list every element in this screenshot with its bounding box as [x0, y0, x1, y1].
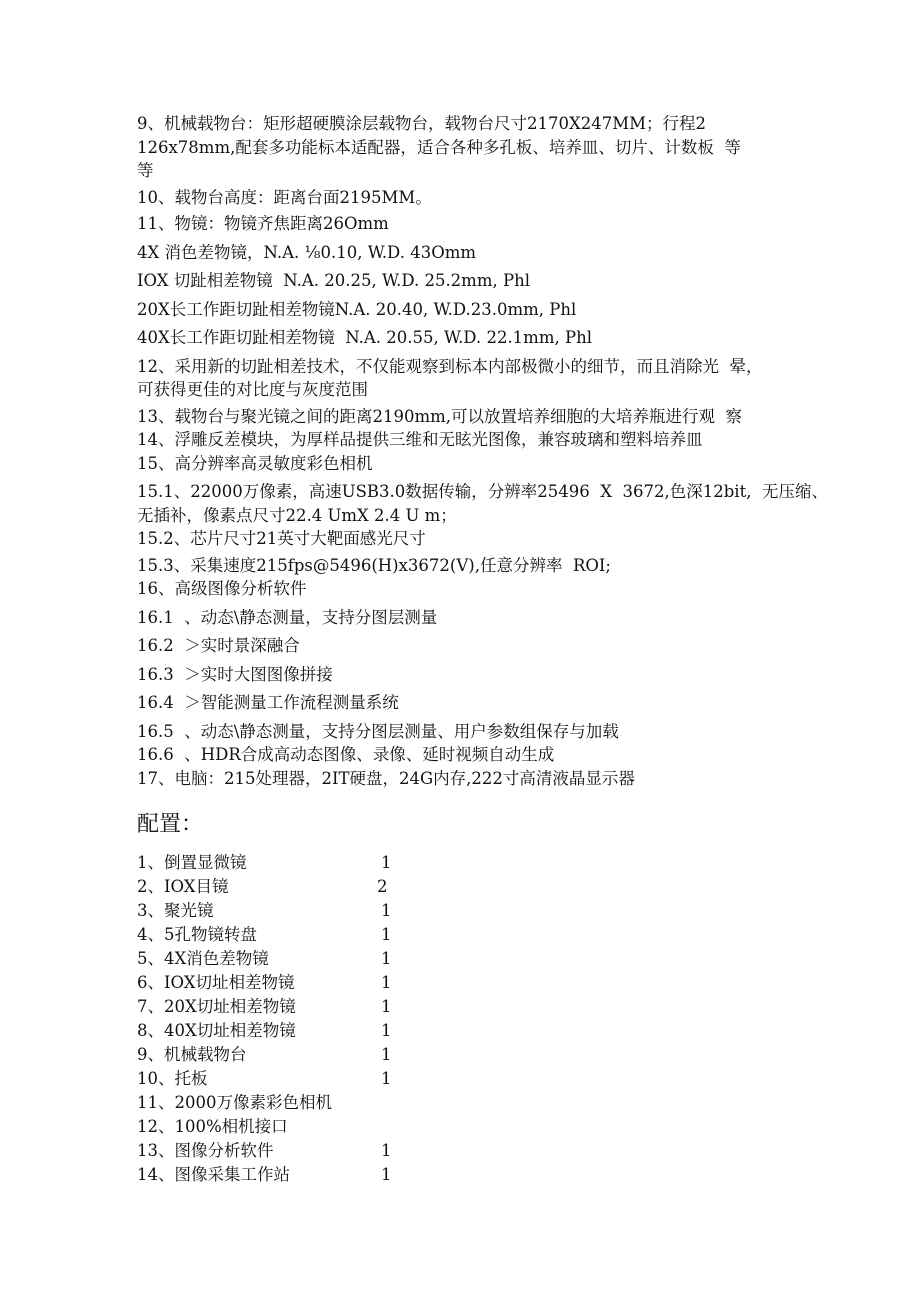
spec-line: 13、载物台与聚光镜之间的距离2190mm,可以放置培养细胞的大培养瓶进行观 察 — [137, 406, 743, 426]
config-item-qty: 1 — [381, 949, 392, 968]
spec-line: 15.3、采集速度215fps@5496(H)x3672(V),任意分辨率 ROI; — [137, 555, 611, 575]
config-item — [137, 995, 437, 1019]
config-item — [137, 1139, 437, 1163]
spec-line: 16.2 ＞实时景深融合 — [137, 636, 300, 655]
config-item-name: 10、托板 — [137, 1069, 208, 1088]
config-item-qty: 1 — [381, 853, 392, 872]
spec-line: 等 — [137, 161, 154, 180]
spec-line: 16.3 ＞实时大图图像拼接 — [137, 664, 333, 684]
config-item-name: 7、20X切址相差物镜 — [137, 997, 296, 1016]
config-item-name: 12、100%相机接口 — [137, 1117, 288, 1136]
spec-line: 11、物镜：物镜齐焦距离26Omm — [137, 214, 389, 233]
spec-line: 14、浮雕反差模块，为厚样品提供三维和无眩光图像，兼容玻璃和塑料培养皿 — [137, 430, 703, 449]
spec-line: 9、机械载物台：矩形超硬膜涂层载物台，载物台尺寸2170X247MM；行程2 — [137, 114, 707, 133]
config-item-qty: 2 — [377, 877, 388, 896]
spec-line: 15、高分辨率高灵敏度彩色相机 — [137, 453, 373, 473]
config-item-qty: 1 — [381, 1069, 392, 1088]
spec-line: 16.6 、HDR合成高动态图像、录像、延时视频自动生成 — [137, 745, 555, 764]
config-item-name: 3、聚光镜 — [137, 901, 214, 920]
config-item-qty: 1 — [381, 901, 392, 920]
config-item-name: 9、机械载物台 — [137, 1045, 247, 1064]
spec-line: 16.1 、动态\静态测量，支持分图层测量 — [137, 607, 438, 627]
spec-line: 16.4 ＞智能测量工作流程测量系统 — [137, 693, 399, 712]
config-item — [137, 851, 437, 875]
spec-line: 15.2、芯片尺寸21英寸大靶面感光尺寸 — [137, 529, 426, 548]
config-item-name: 8、40X切址相差物镜 — [137, 1021, 296, 1040]
spec-line: 可获得更佳的对比度与灰度范围 — [137, 380, 368, 399]
config-item-qty: 1 — [381, 997, 392, 1016]
spec-line: 12、采用新的切趾相差技术，不仅能观察到标本内部极微小的细节，而且消除光 晕， — [137, 356, 763, 376]
config-item — [137, 1091, 437, 1115]
config-item-qty: 1 — [381, 1021, 392, 1040]
config-heading: 配置： — [137, 812, 204, 837]
spec-line: 4X 消色差物镜，N.A. ⅛0.10, W.D. 43Omm — [137, 242, 477, 262]
config-item-name: 11、2000万像素彩色相机 — [137, 1093, 332, 1112]
spec-line: 无插补，像素点尺寸22.4 UmX 2.4 U m； — [137, 505, 457, 525]
config-item-name: 13、图像分析软件 — [137, 1141, 274, 1160]
spec-line: 20X长工作距切趾相差物镜N.A. 20.40, W.D.23.0mm, Phl — [137, 299, 577, 319]
config-item — [137, 875, 437, 899]
spec-line: 15.1、22000万像素，高速USB3.0数据传输，分辨率25496 X 3672,色深12bit, 无压缩、 — [137, 482, 828, 501]
config-item-qty: 1 — [381, 1141, 392, 1160]
config-item-name: 4、5孔物镜转盘 — [137, 925, 257, 944]
config-item — [137, 947, 437, 971]
config-list — [137, 851, 437, 1187]
config-item — [137, 1067, 437, 1091]
spec-line: 10、载物台高度：距离台面2195MM。 — [137, 187, 432, 207]
spec-line: 16、高级图像分析软件 — [137, 579, 307, 598]
config-item-name: 14、图像采集工作站 — [137, 1165, 290, 1184]
config-item — [137, 1163, 437, 1187]
spec-line: 40X长工作距切趾相差物镜 N.A. 20.55, W.D. 22.1mm, Phl — [137, 328, 592, 347]
config-item — [137, 1043, 437, 1067]
config-item — [137, 1115, 437, 1139]
spec-line: 126x78mm,配套多功能标本适配器，适合各种多孔板、培养皿、切片、计数板 等 — [137, 137, 741, 157]
spec-line: 17、电脑：215处理器，2IT硬盘，24G内存,222寸高清液晶显示器 — [137, 768, 635, 788]
config-item-qty: 1 — [381, 1165, 392, 1184]
spec-list — [137, 112, 857, 790]
config-item — [137, 1019, 437, 1043]
config-item — [137, 971, 437, 995]
config-item-name: 1、倒置显微镜 — [137, 853, 247, 872]
config-item-qty: 1 — [381, 925, 392, 944]
config-item-name: 5、4X消色差物镜 — [137, 949, 269, 968]
config-item-name: 2、IOX目镜 — [137, 877, 229, 896]
config-item — [137, 899, 437, 923]
spec-line: IOX 切趾相差物镜 N.A. 20.25, W.D. 25.2mm, Phl — [137, 271, 530, 290]
config-item — [137, 923, 437, 947]
config-item-qty: 1 — [381, 973, 392, 992]
spec-line: 16.5 、动态\静态测量，支持分图层测量、用户参数组保存与加载 — [137, 721, 619, 741]
config-item-name: 6、IOX切址相差物镜 — [137, 973, 295, 992]
config-item-qty: 1 — [381, 1045, 392, 1064]
